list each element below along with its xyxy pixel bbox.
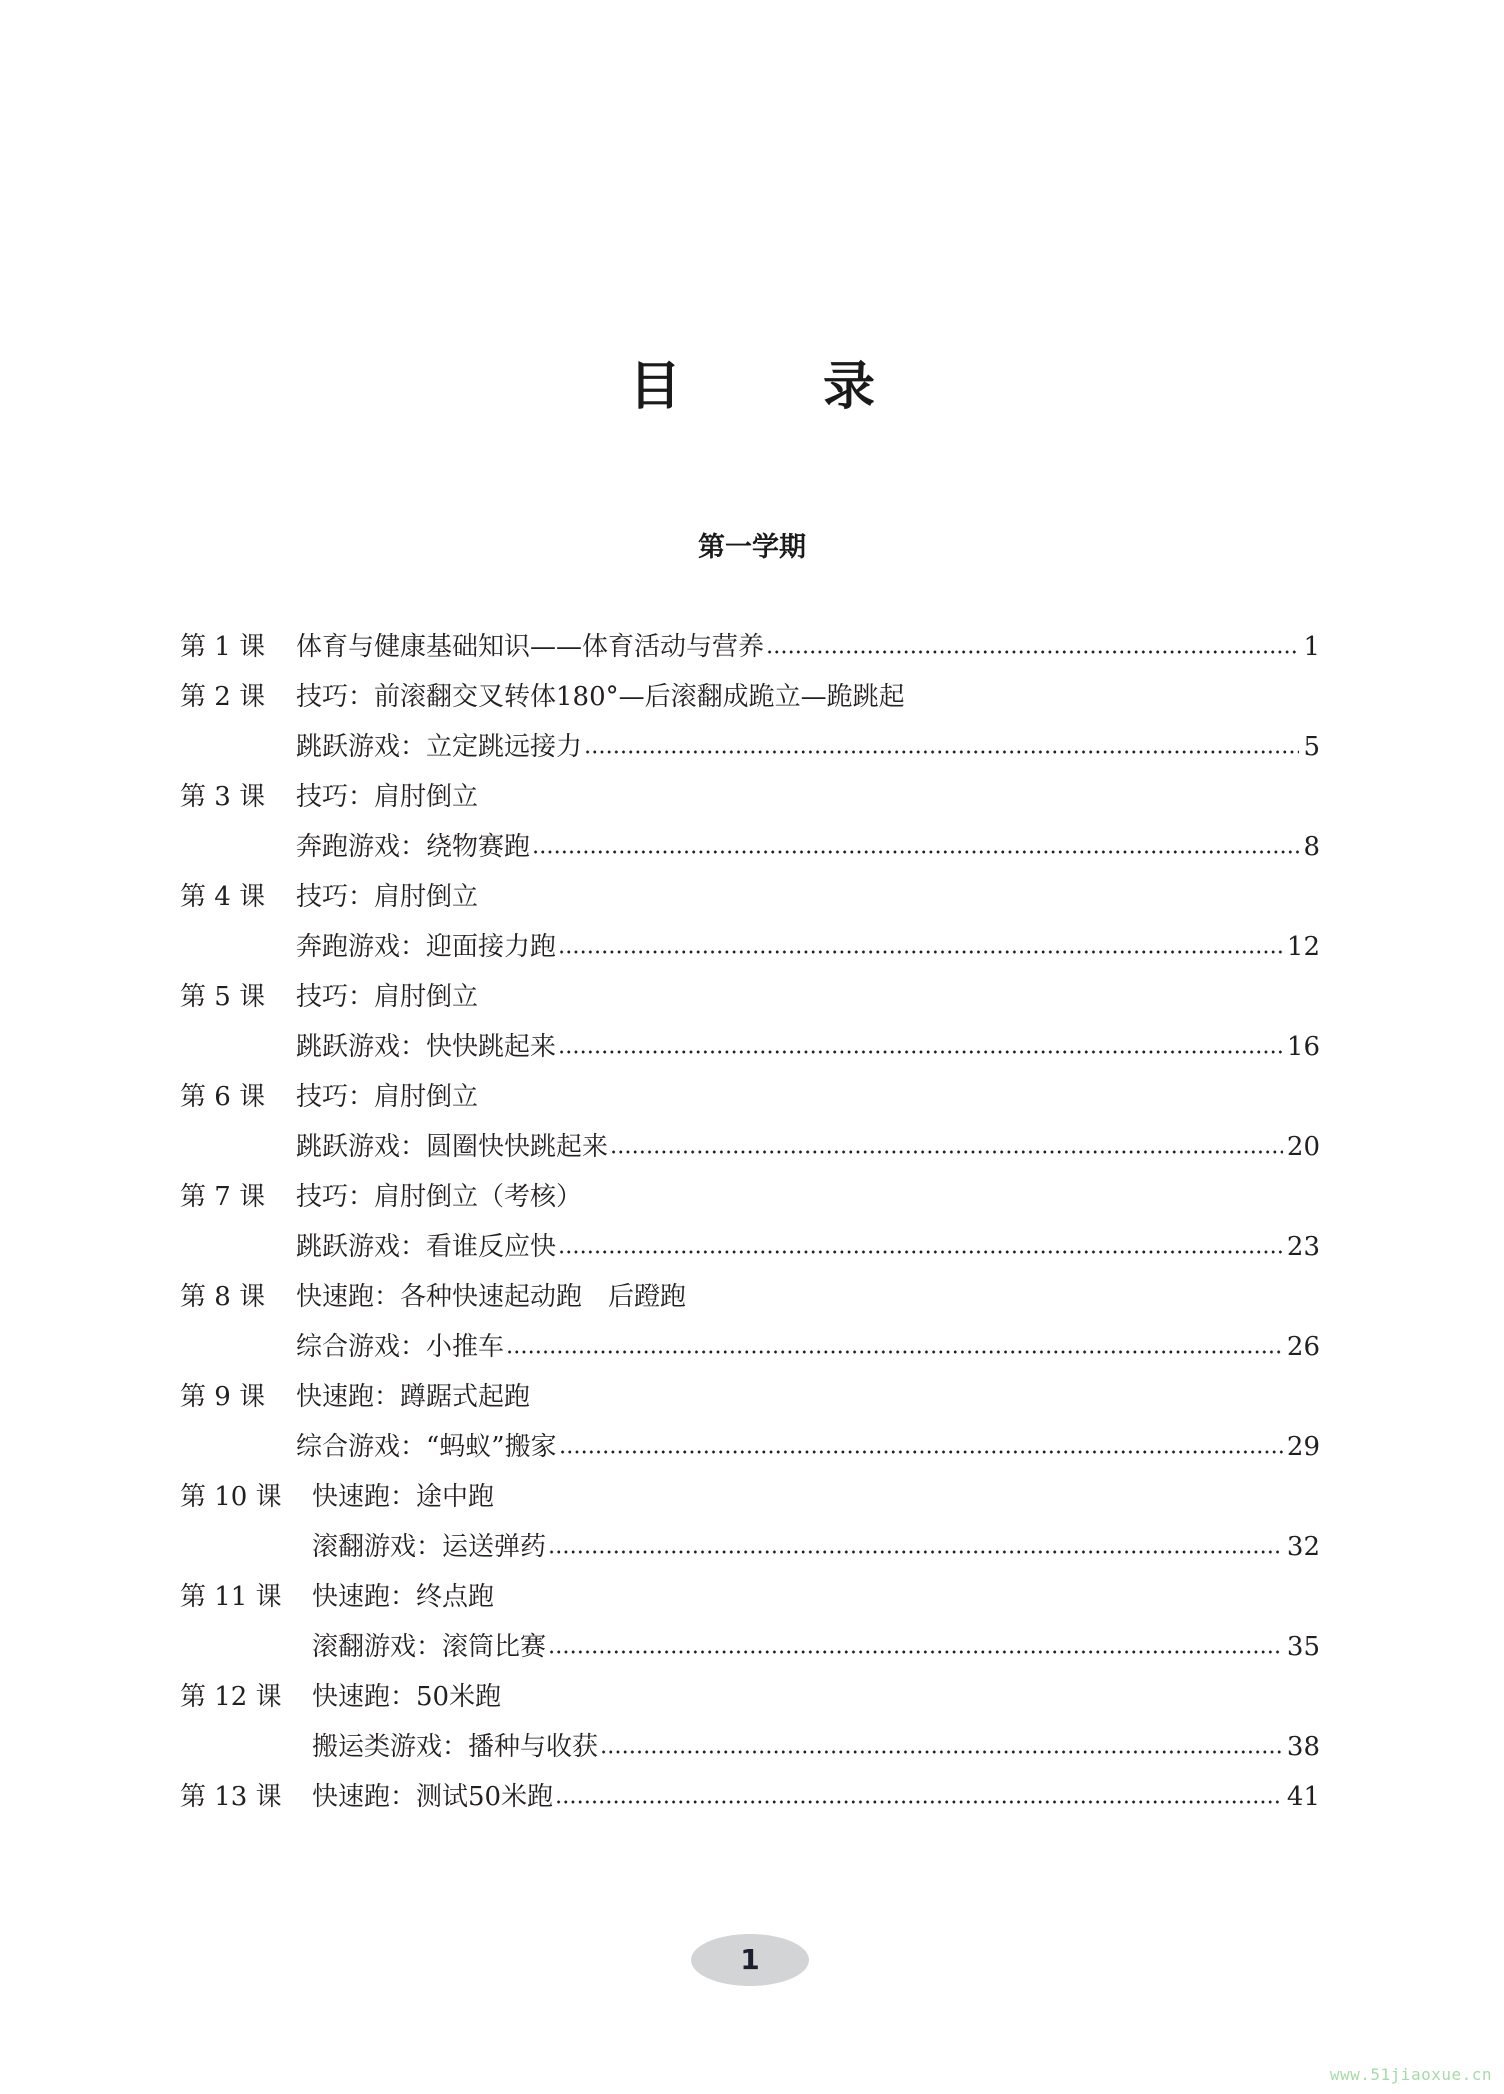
lesson-label: 第 4 课 bbox=[180, 882, 266, 912]
entry-title: 快速跑：各种快速起动跑 后蹬跑 bbox=[296, 1282, 687, 1312]
toc-entry[interactable] bbox=[180, 722, 1320, 772]
table-of-contents bbox=[180, 622, 1320, 1822]
lesson-label: 第 11 课 bbox=[180, 1582, 282, 1612]
page-number: 35 bbox=[1286, 1632, 1320, 1662]
toc-entry[interactable] bbox=[180, 1572, 1320, 1622]
dot-leader bbox=[532, 850, 1299, 854]
lesson-label: 第 8 课 bbox=[180, 1282, 266, 1312]
page-number: 5 bbox=[1303, 732, 1320, 762]
entry-title: 滚翻游戏：运送弹药 bbox=[312, 1532, 547, 1562]
toc-entry[interactable] bbox=[180, 1222, 1320, 1272]
toc-entry[interactable] bbox=[180, 1672, 1320, 1722]
toc-entry[interactable] bbox=[180, 672, 1320, 722]
dot-leader bbox=[548, 1650, 1283, 1654]
toc-entry[interactable] bbox=[180, 1522, 1320, 1572]
entry-title: 综合游戏：“蚂蚁”搬家 bbox=[296, 1432, 557, 1462]
page-number: 12 bbox=[1286, 932, 1320, 962]
toc-entry[interactable] bbox=[180, 772, 1320, 822]
toc-entry[interactable] bbox=[180, 972, 1320, 1022]
toc-entry[interactable] bbox=[180, 1422, 1320, 1472]
entry-title: 跳跃游戏：圆圈快快跳起来 bbox=[296, 1132, 609, 1162]
entry-title: 技巧：肩肘倒立 bbox=[296, 882, 479, 912]
page-number: 23 bbox=[1286, 1232, 1320, 1262]
page-number: 16 bbox=[1286, 1032, 1320, 1062]
page-number: 1 bbox=[1303, 632, 1320, 662]
toc-entry[interactable] bbox=[180, 1772, 1320, 1822]
entry-title: 搬运类游戏：播种与收获 bbox=[312, 1732, 599, 1762]
entry-title: 技巧：前滚翻交叉转体180°—后滚翻成跪立—跪跳起 bbox=[296, 682, 905, 712]
lesson-label: 第 3 课 bbox=[180, 782, 266, 812]
toc-entry[interactable] bbox=[180, 1022, 1320, 1072]
page-number: 8 bbox=[1303, 832, 1320, 862]
dot-leader bbox=[548, 1550, 1283, 1554]
entry-title: 技巧：肩肘倒立 bbox=[296, 982, 479, 1012]
page-number: 38 bbox=[1286, 1732, 1320, 1762]
lesson-label: 第 5 课 bbox=[180, 982, 266, 1012]
page-number: 29 bbox=[1286, 1432, 1320, 1462]
toc-entry[interactable] bbox=[180, 1272, 1320, 1322]
dot-leader bbox=[506, 1350, 1283, 1354]
dot-leader bbox=[555, 1800, 1283, 1804]
toc-entry[interactable] bbox=[180, 1472, 1320, 1522]
dot-leader bbox=[558, 1250, 1283, 1254]
toc-entry[interactable] bbox=[180, 1322, 1320, 1372]
toc-entry[interactable] bbox=[180, 1122, 1320, 1172]
dot-leader bbox=[558, 1050, 1283, 1054]
dot-leader bbox=[600, 1750, 1283, 1754]
page-number-badge: 1 bbox=[691, 1934, 809, 1986]
entry-title: 综合游戏：小推车 bbox=[296, 1332, 505, 1362]
dot-leader bbox=[558, 950, 1283, 954]
toc-entry[interactable] bbox=[180, 1722, 1320, 1772]
entry-title: 滚翻游戏：滚筒比赛 bbox=[312, 1632, 547, 1662]
toc-entry[interactable] bbox=[180, 1172, 1320, 1222]
entry-title: 跳跃游戏：快快跳起来 bbox=[296, 1032, 557, 1062]
dot-leader bbox=[584, 750, 1299, 754]
page-number: 20 bbox=[1286, 1132, 1320, 1162]
entry-title: 奔跑游戏：绕物赛跑 bbox=[296, 832, 531, 862]
watermark: www.51jiaoxue.cn bbox=[1329, 2065, 1492, 2084]
entry-title: 体育与健康基础知识——体育活动与营养 bbox=[296, 632, 765, 662]
dot-leader bbox=[559, 1450, 1283, 1454]
entry-title: 快速跑：50米跑 bbox=[312, 1682, 502, 1712]
page-number: 41 bbox=[1286, 1782, 1320, 1812]
lesson-label: 第 7 课 bbox=[180, 1182, 266, 1212]
entry-title: 技巧：肩肘倒立 bbox=[296, 782, 479, 812]
toc-entry[interactable] bbox=[180, 1622, 1320, 1672]
toc-entry[interactable] bbox=[180, 822, 1320, 872]
entry-title: 跳跃游戏：看谁反应快 bbox=[296, 1232, 557, 1262]
entry-title: 快速跑：测试50米跑 bbox=[312, 1782, 554, 1812]
lesson-label: 第 10 课 bbox=[180, 1482, 282, 1512]
entry-title: 奔跑游戏：迎面接力跑 bbox=[296, 932, 557, 962]
entry-title: 快速跑：蹲踞式起跑 bbox=[296, 1382, 531, 1412]
entry-title: 技巧：肩肘倒立（考核） bbox=[296, 1182, 583, 1212]
lesson-label: 第 9 课 bbox=[180, 1382, 266, 1412]
lesson-label: 第 12 课 bbox=[180, 1682, 282, 1712]
toc-entry[interactable] bbox=[180, 922, 1320, 972]
lesson-label: 第 1 课 bbox=[180, 632, 266, 662]
toc-entry[interactable] bbox=[180, 1372, 1320, 1422]
dot-leader bbox=[610, 1150, 1283, 1154]
entry-title: 快速跑：途中跑 bbox=[312, 1482, 495, 1512]
toc-entry[interactable] bbox=[180, 1072, 1320, 1122]
entry-title: 跳跃游戏：立定跳远接力 bbox=[296, 732, 583, 762]
page-number: 26 bbox=[1286, 1332, 1320, 1362]
dot-leader bbox=[766, 650, 1299, 654]
lesson-label: 第 2 课 bbox=[180, 682, 266, 712]
lesson-label: 第 6 课 bbox=[180, 1082, 266, 1112]
page-number: 32 bbox=[1286, 1532, 1320, 1562]
page-title: 目 录 bbox=[628, 357, 938, 417]
toc-entry[interactable] bbox=[180, 622, 1320, 672]
lesson-label: 第 13 课 bbox=[180, 1782, 282, 1812]
entry-title: 技巧：肩肘倒立 bbox=[296, 1082, 479, 1112]
toc-entry[interactable] bbox=[180, 872, 1320, 922]
entry-title: 快速跑：终点跑 bbox=[312, 1582, 495, 1612]
term-heading: 第一学期 bbox=[698, 532, 806, 563]
